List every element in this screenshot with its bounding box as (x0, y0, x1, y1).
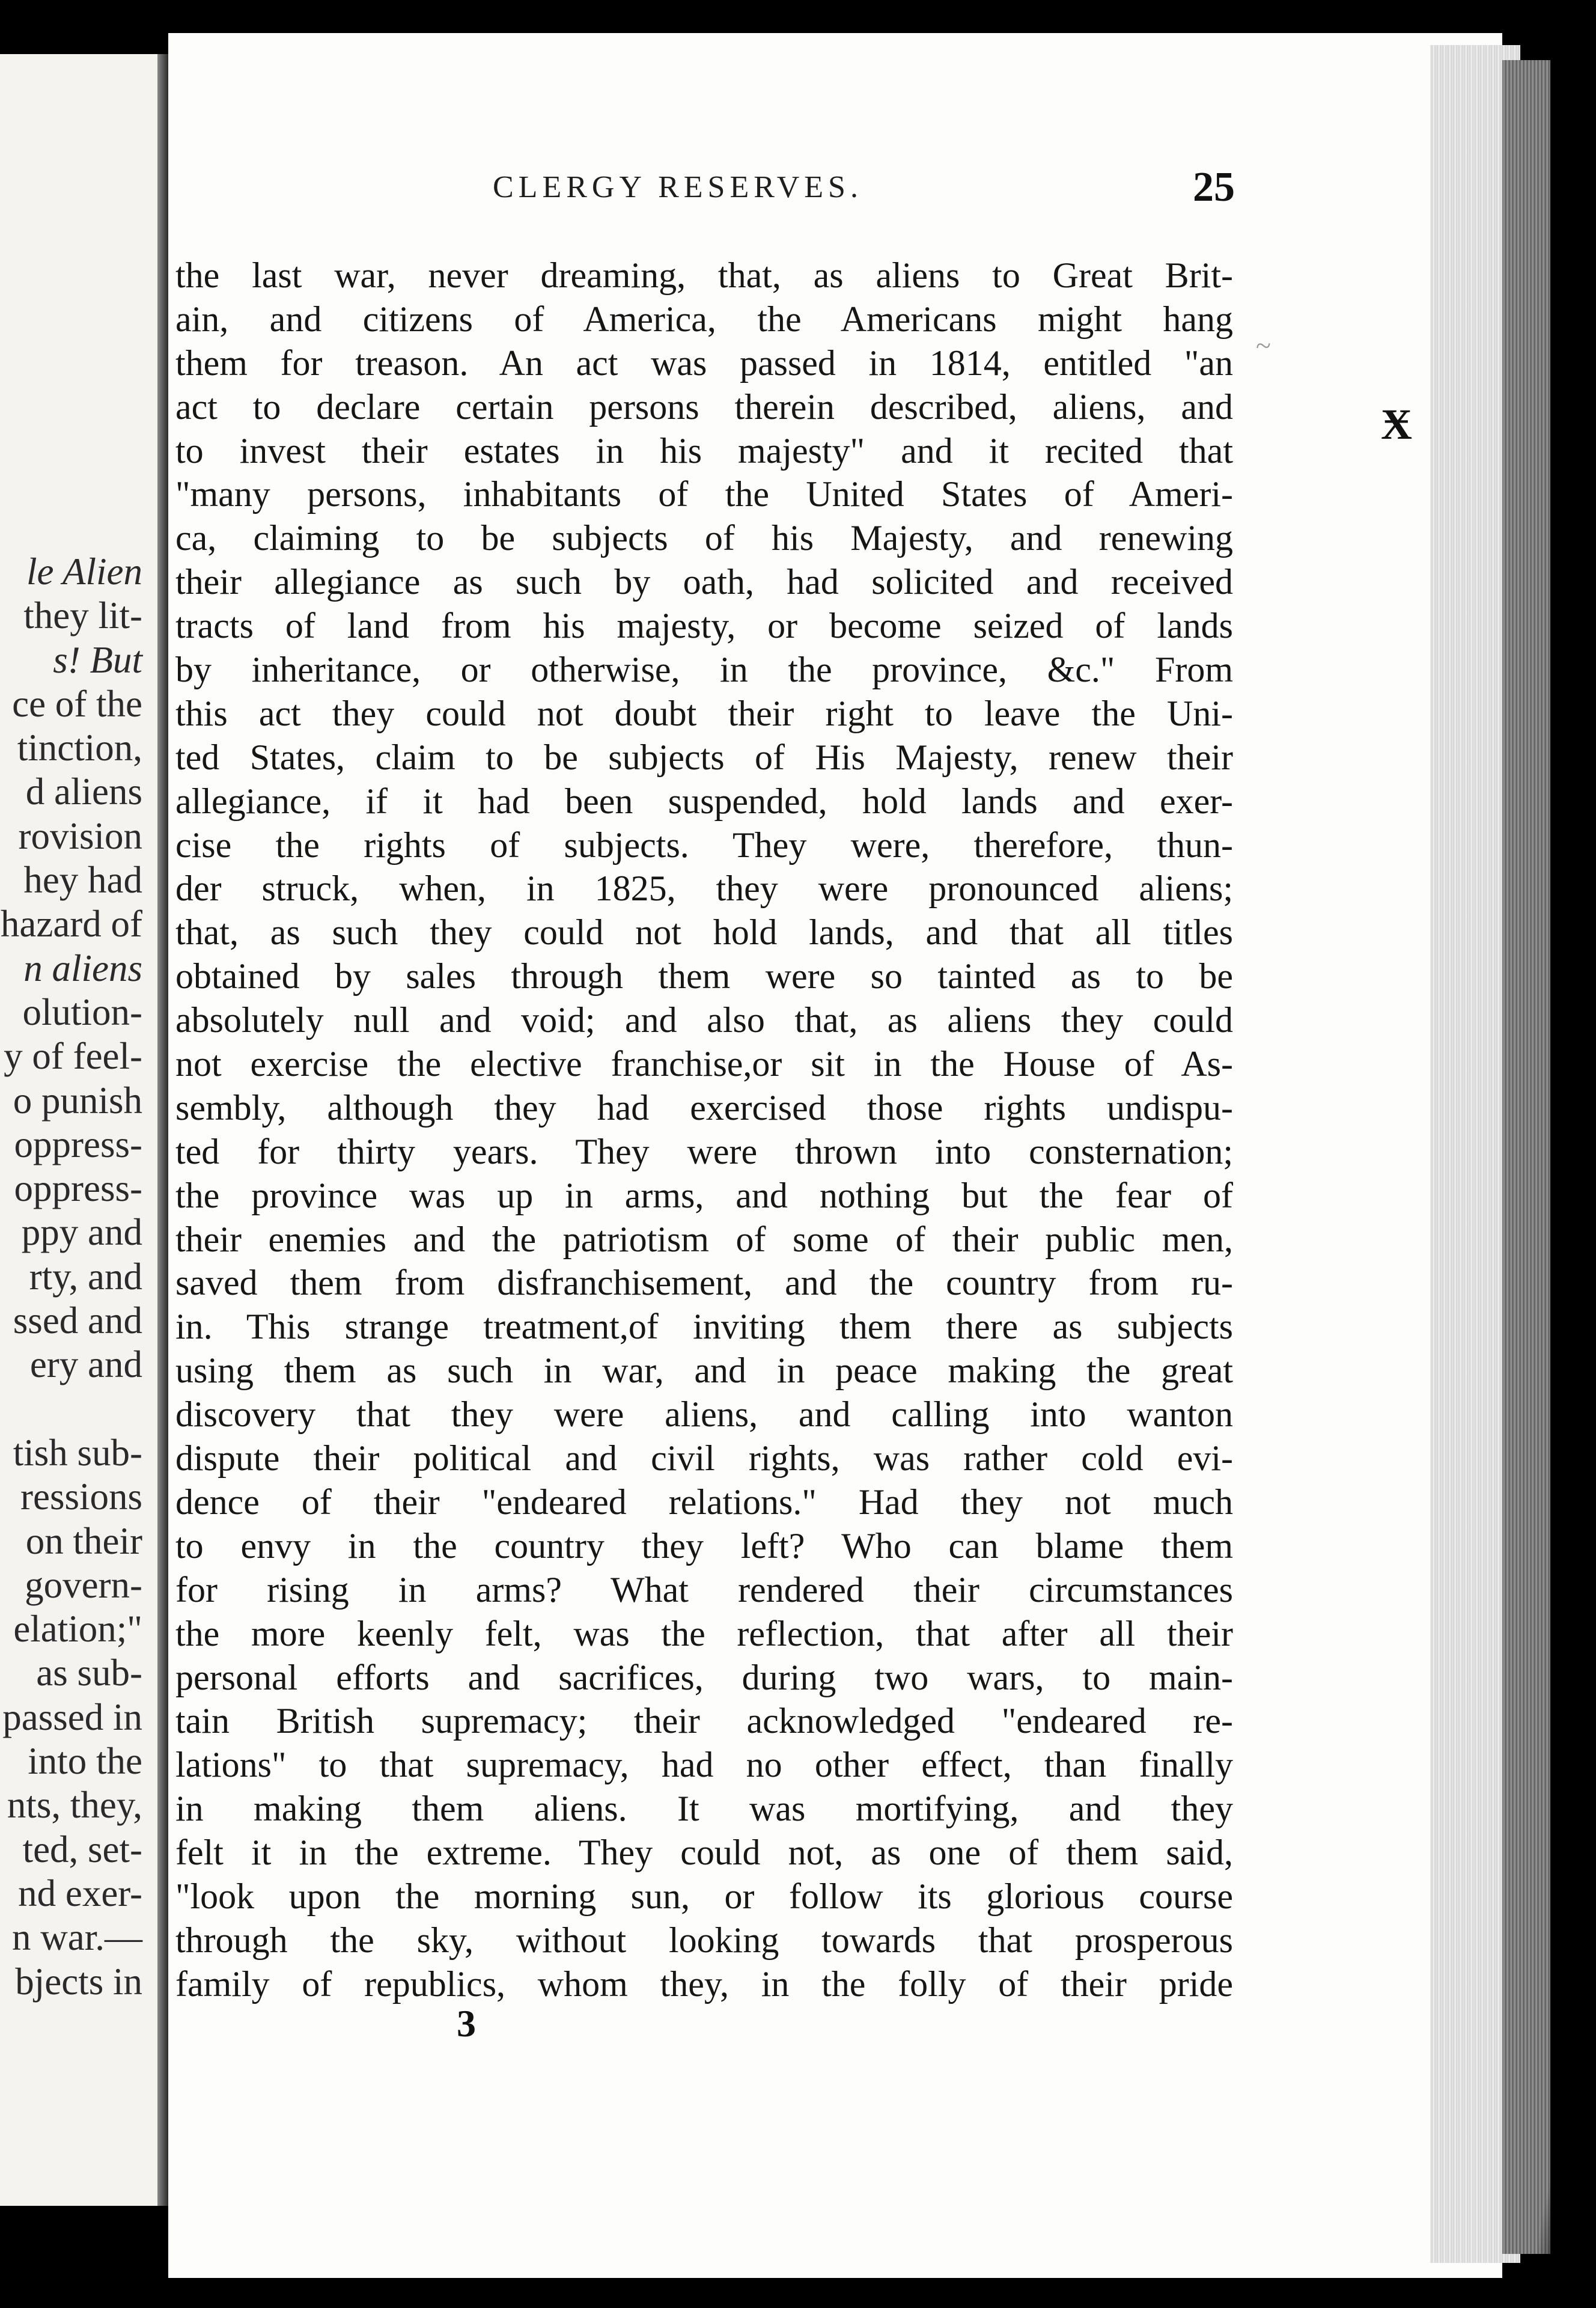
left-page-line: le Alien (26, 551, 142, 593)
left-page-line: n war.— (12, 1916, 142, 1959)
text-line: lations" to that supremacy, had no other effect, than finally (175, 1745, 1233, 1785)
left-page-line: ce of the (12, 682, 142, 725)
text-line: their enemies and the patriotism of some of their public men, (175, 1219, 1233, 1259)
text-line: them for treason. An act was passed in 1814, entitled "an (175, 343, 1233, 383)
text-line: sembly, although they had exercised those rights undispu- (175, 1087, 1233, 1128)
left-page-line: rovision (18, 814, 142, 857)
text-line: using them as such in war, and in peace making the great (175, 1351, 1233, 1391)
text-line: saved them from disfranchisement, and the country from ru- (175, 1263, 1233, 1303)
text-line: family of republics, whom they, in the folly of their pride (175, 1964, 1233, 2004)
text-line: in making them aliens. It was mortifying, and they (175, 1789, 1233, 1829)
left-page-line: oppress- (14, 1167, 142, 1210)
left-page-line: tish sub- (13, 1431, 142, 1474)
running-head: CLERGY RESERVES. (493, 170, 863, 204)
text-line: ain, and citizens of America, the Americans might hang (175, 299, 1233, 339)
text-line: by inheritance, or otherwise, in the province, &c." From (175, 650, 1233, 690)
text-line: der struck, when, in 1825, they were pronounced aliens; (175, 869, 1233, 909)
text-line: that, as such they could not hold lands, and that all titles (175, 912, 1233, 953)
left-page-line: ted, set- (22, 1828, 142, 1870)
text-line: tain British supremacy; their acknowledged "endeared re- (175, 1701, 1233, 1741)
text-line: felt it in the extreme. They could not, as one of them said, (175, 1833, 1233, 1873)
text-line: to invest their estates in his majesty" and it recited that (175, 430, 1233, 471)
text-line: dence of their "endeared relations." Had they not much (175, 1482, 1233, 1522)
left-page-line: ssed and (13, 1299, 142, 1342)
left-page-line: nts, they, (7, 1784, 142, 1827)
page-number: 25 (1193, 164, 1235, 210)
body-text (175, 254, 1233, 2006)
text-line: for rising in arms? What rendered their circumstances (175, 1569, 1233, 1610)
text-line: dispute their political and civil rights, was rather cold evi- (175, 1438, 1233, 1479)
text-line: this act they could not doubt their right to leave the Uni- (175, 693, 1233, 733)
text-line: ted States, claim to be subjects of His Majesty, renew their (175, 737, 1233, 777)
corner-shadow (1538, 2116, 1596, 2308)
text-line: in. This strange treatment,of inviting them there as subjects (175, 1307, 1233, 1347)
text-line: obtained by sales through them were so tainted as to be (175, 956, 1233, 997)
text-line: discovery that they were aliens, and calling into wanton (175, 1394, 1233, 1435)
left-page-line: govern- (25, 1563, 142, 1606)
left-page-line: oppress- (14, 1123, 142, 1165)
text-line: "many persons, inhabitants of the United States of Ameri- (175, 474, 1233, 514)
text-line: through the sky, without looking towards that prosperous (175, 1920, 1233, 1960)
text-line: tracts of land from his majesty, or become seized of lands (175, 606, 1233, 646)
left-page-line: rty, and (29, 1255, 142, 1298)
left-page-line: ppy and (21, 1211, 142, 1254)
text-line: "look upon the morning sun, or follow its glorious course (175, 1876, 1233, 1916)
left-page-line: bjects in (15, 1960, 142, 2003)
text-line: the last war, never dreaming, that, as aliens to Great Brit- (175, 255, 1233, 295)
left-page-line: y of feel- (4, 1035, 142, 1078)
left-page-line: hey had (23, 859, 142, 902)
left-page-line: n aliens (23, 947, 142, 989)
left-page-line: s! But (53, 638, 142, 681)
text-line: ted for thirty years. They were thrown into consternation; (175, 1131, 1233, 1171)
left-page-line: hazard of (0, 903, 142, 945)
margin-mark: ~ (1256, 330, 1271, 361)
left-page-line: olution- (22, 991, 142, 1033)
text-line: their allegiance as such by oath, had solicited and received (175, 562, 1233, 602)
text-line: cise the rights of subjects. They were, therefore, thun- (175, 825, 1233, 865)
left-page-line (0, 1387, 142, 1431)
left-page-line: o punish (13, 1079, 142, 1122)
left-page-line: ery and (29, 1343, 142, 1386)
left-page-line: passed in (2, 1696, 142, 1738)
text-line: act to declare certain persons therein described, aliens, and (175, 386, 1233, 427)
side-mark: Ӿ (1381, 400, 1412, 448)
text-line: to envy in the country they left? Who can blame them (175, 1525, 1233, 1566)
text-line: absolutely null and void; and also that, as aliens they could (175, 1000, 1233, 1040)
signature-mark: 3 (457, 2002, 476, 2045)
left-page-line: into the (28, 1740, 142, 1783)
left-page-line: they lit- (23, 594, 142, 637)
left-page-line: d aliens (25, 771, 142, 813)
left-page-line: elation;" (13, 1608, 142, 1650)
text-line: the more keenly felt, was the reflection, that after all their (175, 1613, 1233, 1653)
left-page-text (0, 550, 142, 2004)
left-page (0, 54, 157, 2206)
book-spine-edge (1502, 60, 1550, 2254)
text-line: personal efforts and sacrifices, during two wars, to main- (175, 1657, 1233, 1697)
left-page-line: tinction, (17, 727, 142, 769)
text-line: not exercise the elective franchise,or sit in the House of As- (175, 1044, 1233, 1084)
left-page-line: as sub- (36, 1652, 142, 1694)
left-page-line: nd exer- (18, 1872, 142, 1914)
left-page-line: on their (25, 1519, 142, 1562)
text-line: ca, claiming to be subjects of his Majesty, and renewing (175, 518, 1233, 558)
text-line: allegiance, if it had been suspended, hold lands and exer- (175, 781, 1233, 821)
left-page-line: ressions (20, 1476, 142, 1518)
text-line: the province was up in arms, and nothing but the fear of (175, 1175, 1233, 1215)
book-gutter (157, 54, 168, 2206)
